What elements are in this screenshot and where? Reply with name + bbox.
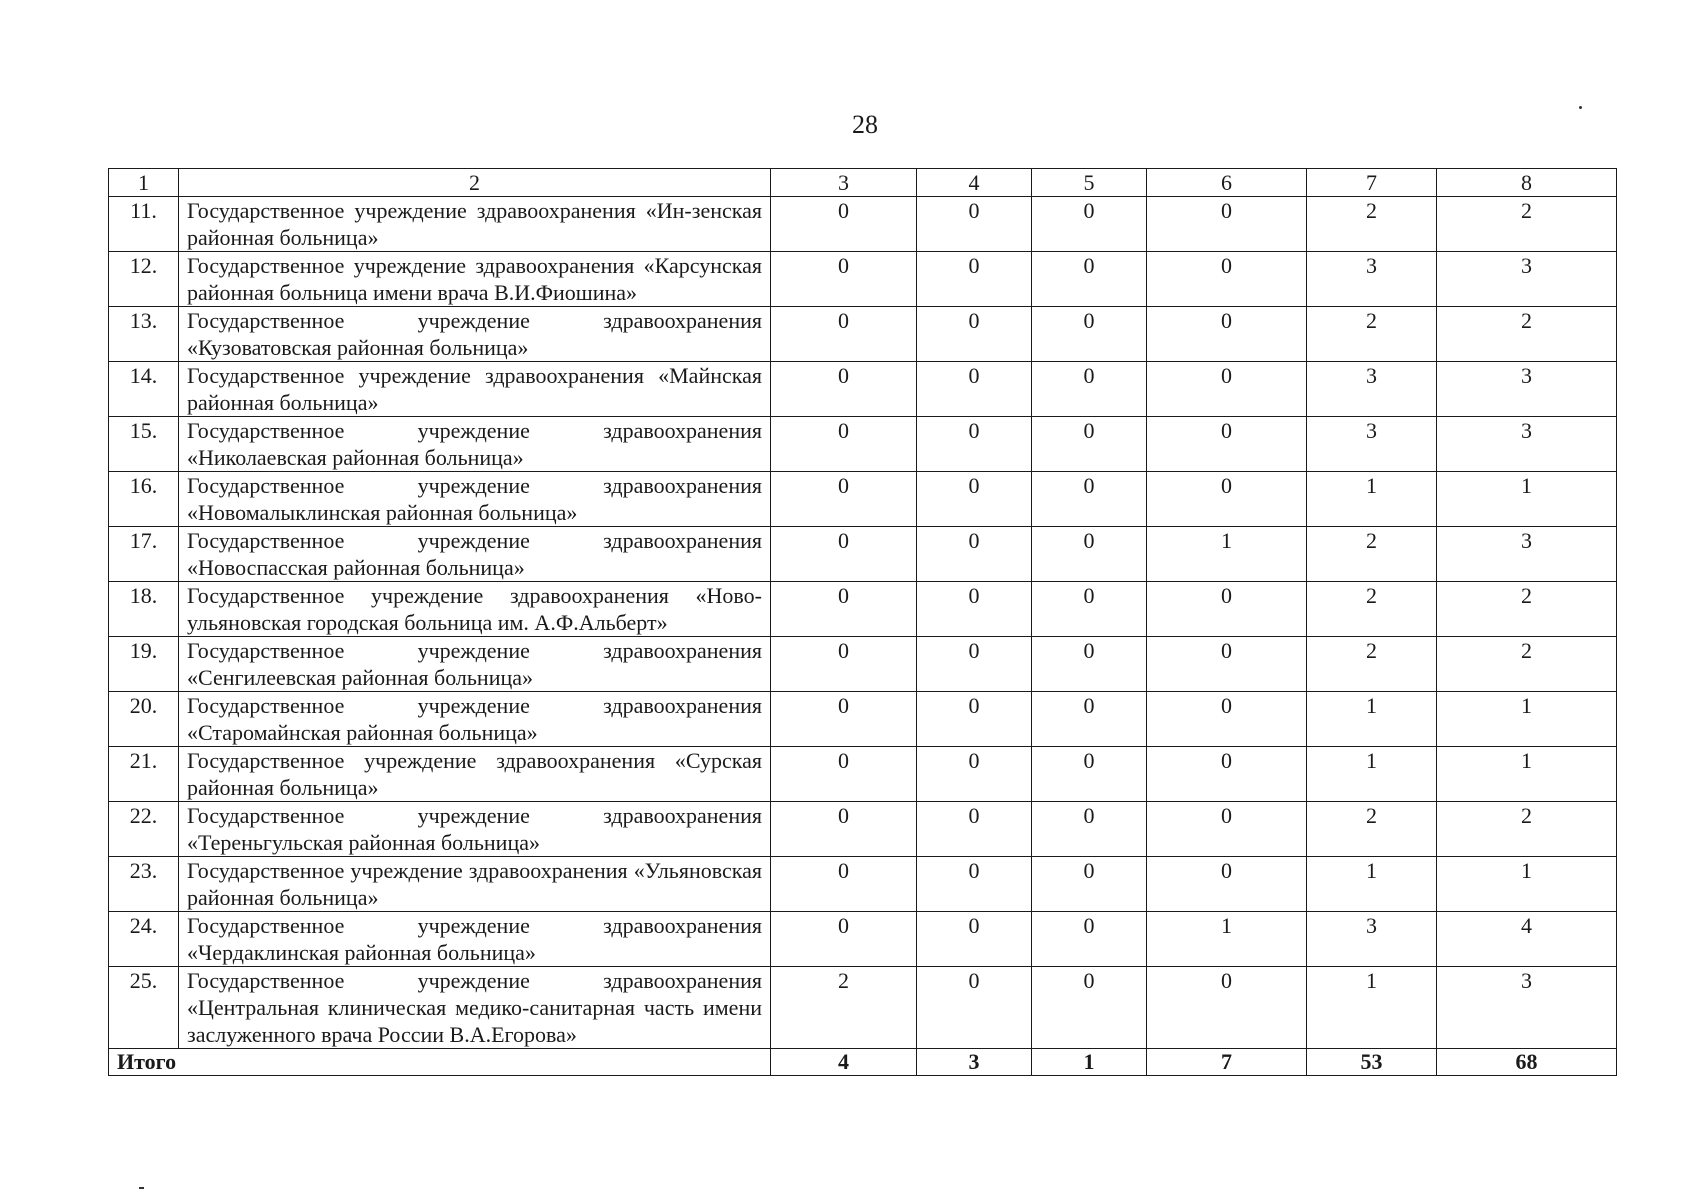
row-value: 0 (1032, 582, 1147, 637)
row-value: 3 (1437, 967, 1617, 1049)
table-row (109, 747, 1617, 802)
table-row (109, 637, 1617, 692)
table-row (109, 857, 1617, 912)
table-row (109, 362, 1617, 417)
row-value: 0 (917, 362, 1032, 417)
row-value: 2 (771, 967, 917, 1049)
column-header: 3 (771, 169, 917, 197)
row-value: 0 (771, 307, 917, 362)
row-value: 0 (771, 527, 917, 582)
table-row (109, 912, 1617, 967)
row-number: 25. (109, 967, 179, 1049)
table-row (109, 802, 1617, 857)
total-row (109, 1049, 1617, 1076)
total-label: Итого (109, 1049, 771, 1076)
row-value: 0 (1032, 472, 1147, 527)
row-value: 2 (1307, 527, 1437, 582)
row-value: 1 (1437, 747, 1617, 802)
row-value: 1 (1307, 472, 1437, 527)
row-value: 0 (771, 582, 917, 637)
row-value: 1 (1437, 692, 1617, 747)
row-value: 3 (1437, 417, 1617, 472)
row-value: 0 (771, 197, 917, 252)
row-value: 0 (771, 362, 917, 417)
table-body (109, 197, 1617, 1049)
row-number: 16. (109, 472, 179, 527)
table-row (109, 692, 1617, 747)
institution-name: Государственное учреждение здравоохранения «Старомайнская районная больница» (179, 692, 771, 747)
row-value: 3 (1307, 912, 1437, 967)
row-value: 0 (1032, 802, 1147, 857)
row-value: 0 (1032, 967, 1147, 1049)
row-value: 0 (1032, 747, 1147, 802)
row-value: 0 (1147, 857, 1307, 912)
row-value: 0 (771, 417, 917, 472)
row-value: 0 (1147, 637, 1307, 692)
institution-name: Государственное учреждение здравоохранения «Тереньгульская районная больница» (179, 802, 771, 857)
row-value: 0 (1147, 802, 1307, 857)
row-value: 1 (1307, 692, 1437, 747)
row-value: 0 (771, 472, 917, 527)
row-value: 0 (917, 472, 1032, 527)
institution-name: Государственное учреждение здравоохранения «Карсунская районная больница имени врача В.И.Фиошина» (179, 252, 771, 307)
row-value: 2 (1437, 637, 1617, 692)
row-value: 1 (1437, 472, 1617, 527)
column-header: 6 (1147, 169, 1307, 197)
row-number: 18. (109, 582, 179, 637)
row-number: 20. (109, 692, 179, 747)
column-header: 4 (917, 169, 1032, 197)
row-value: 2 (1307, 307, 1437, 362)
row-value: 0 (1147, 967, 1307, 1049)
institution-name: Государственное учреждение здравоохранения «Николаевская районная больница» (179, 417, 771, 472)
institution-name: Государственное учреждение здравоохранения «Ульяновская районная больница» (179, 857, 771, 912)
row-value: 0 (1032, 307, 1147, 362)
row-value: 0 (917, 912, 1032, 967)
table-row (109, 582, 1617, 637)
institution-name: Государственное учреждение здравоохранения «Ин-зенская районная больница» (179, 197, 771, 252)
row-value: 0 (771, 252, 917, 307)
scan-speck (1579, 106, 1582, 109)
row-value: 0 (1147, 417, 1307, 472)
row-number: 12. (109, 252, 179, 307)
row-value: 0 (1032, 252, 1147, 307)
row-value: 1 (1307, 857, 1437, 912)
institution-name: Государственное учреждение здравоохранения «Сенгилеевская районная больница» (179, 637, 771, 692)
row-number: 23. (109, 857, 179, 912)
total-value: 68 (1437, 1049, 1617, 1076)
row-value: 0 (1032, 362, 1147, 417)
row-value: 0 (1032, 417, 1147, 472)
table-row (109, 252, 1617, 307)
column-header: 2 (179, 169, 771, 197)
row-value: 0 (771, 912, 917, 967)
row-number: 22. (109, 802, 179, 857)
row-value: 1 (1437, 857, 1617, 912)
row-value: 0 (771, 857, 917, 912)
institution-name: Государственное учреждение здравоохранения «Кузоватовская районная больница» (179, 307, 771, 362)
hospital-table (108, 168, 1617, 1076)
row-value: 0 (771, 692, 917, 747)
row-value: 0 (1147, 252, 1307, 307)
row-value: 0 (1147, 747, 1307, 802)
row-value: 2 (1307, 637, 1437, 692)
row-value: 0 (771, 802, 917, 857)
row-number: 11. (109, 197, 179, 252)
row-value: 2 (1437, 802, 1617, 857)
scan-speck (139, 1187, 144, 1189)
row-value: 0 (1147, 307, 1307, 362)
row-value: 0 (771, 747, 917, 802)
row-value: 0 (917, 527, 1032, 582)
row-value: 1 (1147, 912, 1307, 967)
table-row (109, 527, 1617, 582)
institution-name: Государственное учреждение здравоохранения «Центральная клиническая медико-санитарная часть имени заслуженного врача России В.А.Егорова» (179, 967, 771, 1049)
row-value: 0 (917, 252, 1032, 307)
row-value: 3 (1437, 362, 1617, 417)
table-row (109, 417, 1617, 472)
row-value: 2 (1437, 197, 1617, 252)
row-value: 1 (1307, 747, 1437, 802)
row-number: 15. (109, 417, 179, 472)
total-value: 1 (1032, 1049, 1147, 1076)
table-row (109, 197, 1617, 252)
page-number: 28 (852, 110, 878, 139)
table-header-row (109, 169, 1617, 197)
row-number: 17. (109, 527, 179, 582)
row-value: 0 (1032, 197, 1147, 252)
column-header: 1 (109, 169, 179, 197)
row-value: 0 (771, 637, 917, 692)
institution-name: Государственное учреждение здравоохранения «Новомалыклинская районная больница» (179, 472, 771, 527)
row-value: 3 (1307, 417, 1437, 472)
total-value: 7 (1147, 1049, 1307, 1076)
row-value: 0 (1147, 582, 1307, 637)
row-value: 3 (1437, 527, 1617, 582)
institution-name: Государственное учреждение здравоохранения «Майнская районная больница» (179, 362, 771, 417)
row-value: 0 (1032, 527, 1147, 582)
row-value: 0 (1032, 637, 1147, 692)
row-value: 0 (917, 967, 1032, 1049)
row-value: 0 (917, 857, 1032, 912)
institution-name: Государственное учреждение здравоохранения «Сурская районная больница» (179, 747, 771, 802)
table-row (109, 967, 1617, 1049)
row-number: 21. (109, 747, 179, 802)
total-value: 3 (917, 1049, 1032, 1076)
row-value: 2 (1307, 582, 1437, 637)
row-value: 0 (1147, 362, 1307, 417)
row-value: 2 (1437, 582, 1617, 637)
row-value: 2 (1307, 197, 1437, 252)
row-value: 0 (917, 307, 1032, 362)
row-value: 3 (1307, 252, 1437, 307)
column-header: 5 (1032, 169, 1147, 197)
row-value: 2 (1307, 802, 1437, 857)
row-value: 1 (1147, 527, 1307, 582)
table-row (109, 472, 1617, 527)
row-value: 0 (917, 747, 1032, 802)
institution-name: Государственное учреждение здравоохранения «Ново-ульяновская городская больница им. А.Ф.Альберт» (179, 582, 771, 637)
row-value: 0 (1147, 692, 1307, 747)
row-number: 14. (109, 362, 179, 417)
row-value: 3 (1307, 362, 1437, 417)
column-header: 7 (1307, 169, 1437, 197)
row-value: 0 (1032, 912, 1147, 967)
row-value: 0 (917, 802, 1032, 857)
row-value: 0 (917, 197, 1032, 252)
institution-name: Государственное учреждение здравоохранения «Новоспасская районная больница» (179, 527, 771, 582)
row-value: 3 (1437, 252, 1617, 307)
table-row (109, 307, 1617, 362)
row-value: 0 (1147, 472, 1307, 527)
total-value: 4 (771, 1049, 917, 1076)
total-value: 53 (1307, 1049, 1437, 1076)
row-value: 0 (917, 637, 1032, 692)
row-value: 2 (1437, 307, 1617, 362)
row-number: 24. (109, 912, 179, 967)
institution-name: Государственное учреждение здравоохранения «Чердаклинская районная больница» (179, 912, 771, 967)
row-value: 4 (1437, 912, 1617, 967)
row-value: 0 (1147, 197, 1307, 252)
row-value: 0 (1032, 857, 1147, 912)
row-number: 13. (109, 307, 179, 362)
row-value: 0 (1032, 692, 1147, 747)
row-value: 0 (917, 417, 1032, 472)
column-header: 8 (1437, 169, 1617, 197)
row-value: 1 (1307, 967, 1437, 1049)
row-value: 0 (917, 692, 1032, 747)
row-value: 0 (917, 582, 1032, 637)
row-number: 19. (109, 637, 179, 692)
